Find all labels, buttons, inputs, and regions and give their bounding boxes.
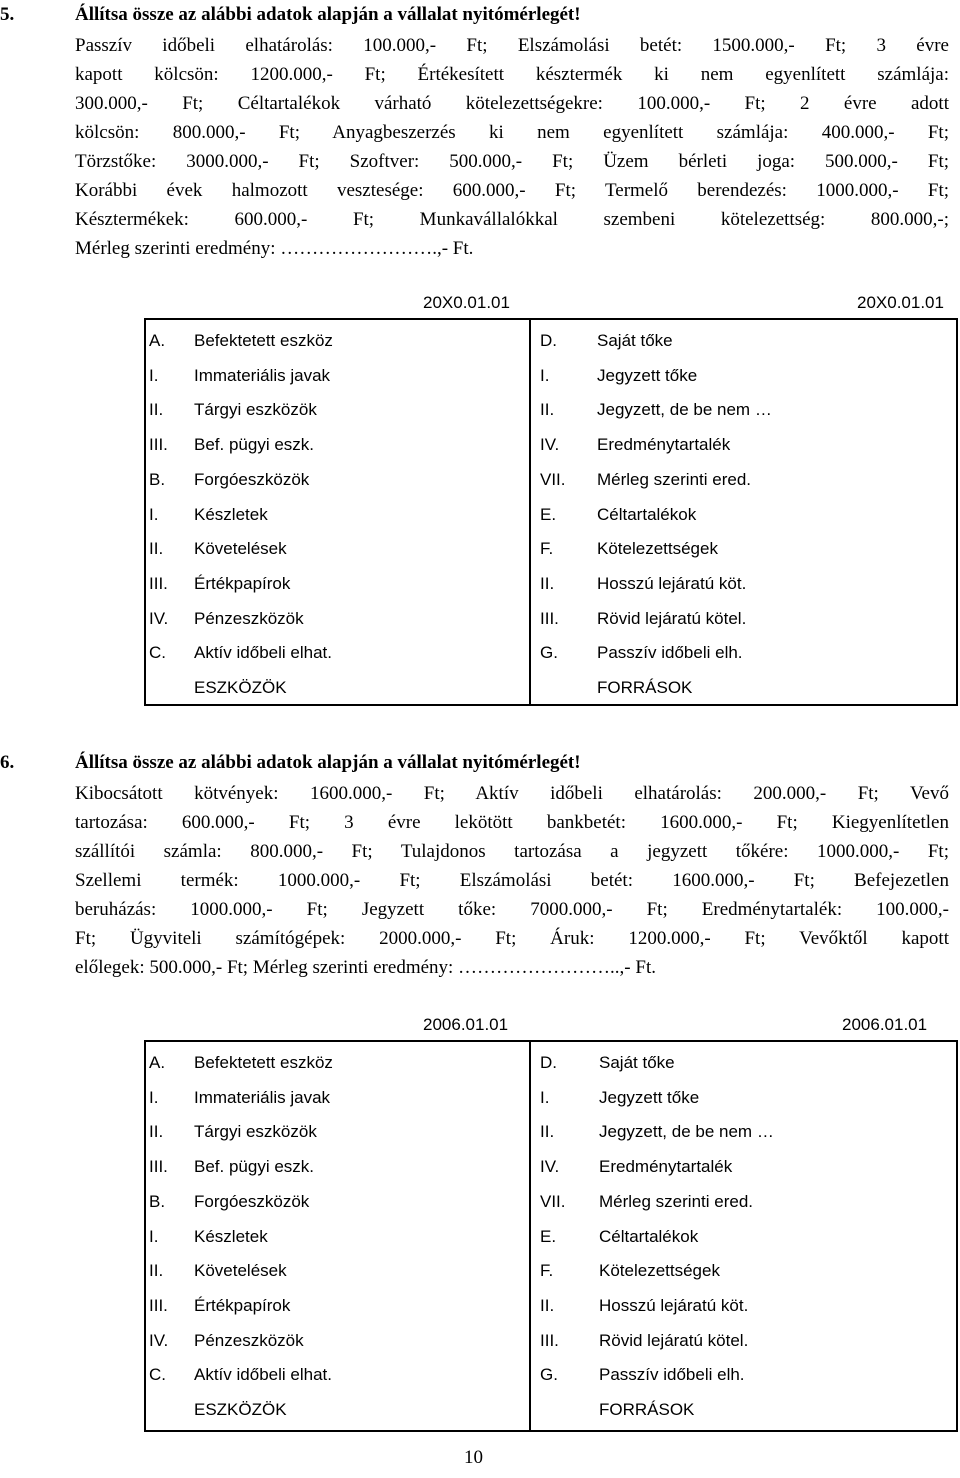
table-row bbox=[146, 359, 956, 394]
text-line: kapott kölcsön: 1200.000,- Ft; Értékesített késztermék ki nem egyenlített számlája: bbox=[75, 64, 949, 85]
asset-label: Követelések bbox=[194, 1261, 287, 1281]
asset-code: I. bbox=[149, 1226, 159, 1246]
asset-label: Értékpapírok bbox=[194, 573, 291, 593]
liability-code: D. bbox=[540, 1053, 557, 1072]
asset-label: Pénzeszközök bbox=[194, 1330, 304, 1350]
asset-code: I. bbox=[149, 1087, 159, 1107]
liability-label: Rövid lejáratú kötel. bbox=[599, 1330, 749, 1350]
liability-label: Jegyzett, de be nem … bbox=[597, 400, 772, 420]
asset-label: Immateriális javak bbox=[194, 365, 331, 385]
asset-code: B. bbox=[149, 469, 166, 489]
page-number: 10 bbox=[464, 1447, 483, 1468]
liability-label: Mérleg szerinti ered. bbox=[597, 469, 752, 489]
text-line: előlegek: 500.000,- Ft; Mérleg szerinti eredmény: ……………………..,- Ft. bbox=[75, 957, 656, 978]
asset-code: III. bbox=[149, 573, 168, 593]
q5-date-right: 20X0.01.01 bbox=[857, 293, 944, 312]
liability-label: Hosszú lejáratú köt. bbox=[597, 573, 747, 593]
table-row bbox=[146, 602, 956, 637]
table-row bbox=[146, 1289, 956, 1324]
asset-label: ESZKÖZÖK bbox=[194, 1400, 287, 1419]
asset-code: C. bbox=[149, 1365, 166, 1385]
liability-label: FORRÁSOK bbox=[597, 678, 693, 697]
liability-code: II. bbox=[540, 1122, 555, 1142]
table-row bbox=[146, 532, 956, 567]
asset-code: II. bbox=[149, 400, 164, 420]
asset-label: Immateriális javak bbox=[194, 1087, 331, 1107]
q5-date-left: 20X0.01.01 bbox=[423, 293, 510, 312]
liability-label: Eredménytartalék bbox=[599, 1157, 733, 1177]
table-row bbox=[146, 1150, 956, 1185]
asset-label: Követelések bbox=[194, 539, 287, 559]
text-line: tartozása: 600.000,- Ft; 3 évre lekötött bankbetét: 1600.000,- Ft; Kiegyenlítetlen bbox=[75, 812, 949, 833]
text-line: Szellemi termék: 1000.000,- Ft; Elszámolási betét: 1600.000,- Ft; Befejezetlen bbox=[75, 870, 949, 891]
asset-code: B. bbox=[149, 1191, 166, 1211]
text-line: kölcsön: 800.000,- Ft; Anyagbeszerzés ki nem egyenlített számlája: 400.000,- Ft; bbox=[75, 122, 949, 143]
liability-label: Jegyzett tőke bbox=[599, 1087, 700, 1107]
text-line: Ft; Ügyviteli számítógépek: 2000.000,- Ft; Áruk: 1200.000,- Ft; Vevőktől kapott bbox=[75, 928, 949, 949]
liability-code: II. bbox=[540, 400, 555, 420]
table-row bbox=[146, 1358, 956, 1393]
liability-label: Saját tőke bbox=[597, 331, 673, 350]
table-row bbox=[146, 428, 956, 463]
text-line: Késztermékek: 600.000,- Ft; Munkavállalókkal szembeni kötelezettség: 800.000,-; bbox=[75, 209, 949, 230]
asset-label: Bef. pügyi eszk. bbox=[194, 1157, 315, 1177]
asset-label: Tárgyi eszközök bbox=[194, 400, 317, 420]
q6-balance-table bbox=[144, 1040, 958, 1432]
asset-label: Készletek bbox=[194, 504, 268, 524]
asset-code: A. bbox=[149, 331, 166, 350]
asset-label: ESZKÖZÖK bbox=[194, 678, 287, 697]
question-5-title: Állítsa össze az alábbi adatok alapján a vállalat nyitómérlegét! bbox=[75, 4, 581, 25]
asset-label: Befektetett eszköz bbox=[194, 1053, 333, 1072]
asset-label: Aktív időbeli elhat. bbox=[194, 643, 332, 663]
table-row bbox=[146, 1081, 956, 1116]
liability-label: Céltartalékok bbox=[599, 1226, 699, 1246]
table-row bbox=[146, 463, 956, 498]
asset-code: C. bbox=[149, 643, 166, 663]
liability-code: II. bbox=[540, 1295, 555, 1315]
asset-code: II. bbox=[149, 1122, 164, 1142]
text-line: Törzstőke: 3000.000,- Ft; Szoftver: 500.000,- Ft; Üzem bérleti joga: 500.000,- Ft; bbox=[75, 151, 949, 172]
asset-label: Készletek bbox=[194, 1226, 268, 1246]
text-line: 300.000,- Ft; Céltartalékok várható kötelezettségekre: 100.000,- Ft; 2 évre adott bbox=[75, 93, 949, 114]
question-6-title: Állítsa össze az alábbi adatok alapján a vállalat nyitómérlegét! bbox=[75, 752, 581, 773]
asset-label: Forgóeszközök bbox=[194, 1191, 310, 1211]
liability-code: G. bbox=[540, 643, 558, 663]
liability-label: Passzív időbeli elh. bbox=[599, 1365, 745, 1385]
asset-label: Forgóeszközök bbox=[194, 469, 310, 489]
table-row bbox=[146, 1046, 956, 1081]
liability-label: Passzív időbeli elh. bbox=[597, 643, 743, 663]
liability-label: Jegyzett, de be nem … bbox=[599, 1122, 774, 1142]
asset-code: IV. bbox=[149, 1330, 169, 1350]
table-row bbox=[146, 1185, 956, 1220]
table-row bbox=[146, 324, 956, 359]
table-row bbox=[146, 1324, 956, 1359]
q6-date-left: 2006.01.01 bbox=[423, 1015, 509, 1034]
liability-label: Hosszú lejáratú köt. bbox=[599, 1295, 749, 1315]
liability-code: G. bbox=[540, 1365, 558, 1385]
table-row bbox=[146, 498, 956, 533]
liability-code: I. bbox=[540, 365, 550, 385]
liability-code: D. bbox=[540, 331, 557, 350]
liability-code: VII. bbox=[540, 469, 566, 489]
liability-code: I. bbox=[540, 1087, 550, 1107]
liability-label: Kötelezettségek bbox=[597, 539, 718, 559]
asset-code: I. bbox=[149, 504, 159, 524]
asset-label: Befektetett eszköz bbox=[194, 331, 333, 350]
text-line: Passzív időbeli elhatárolás: 100.000,- Ft; Elszámolási betét: 1500.000,- Ft; 3 évre bbox=[75, 35, 949, 56]
asset-code: II. bbox=[149, 1261, 164, 1281]
table-row bbox=[146, 567, 956, 602]
asset-code: II. bbox=[149, 539, 164, 559]
question-5-number: 5. bbox=[0, 4, 15, 25]
liability-label: Kötelezettségek bbox=[599, 1261, 720, 1281]
liability-code: E. bbox=[540, 504, 557, 524]
asset-code: I. bbox=[149, 365, 159, 385]
q5-balance-table bbox=[144, 318, 958, 706]
liability-label: Céltartalékok bbox=[597, 504, 697, 524]
liability-code: III. bbox=[540, 1330, 559, 1350]
q6-date-right: 2006.01.01 bbox=[842, 1015, 928, 1034]
asset-label: Pénzeszközök bbox=[194, 608, 304, 628]
text-line: Kibocsátott kötvények: 1600.000,- Ft; Aktív időbeli elhatárolás: 200.000,- Ft; Vevő bbox=[75, 783, 949, 804]
liability-code: E. bbox=[540, 1226, 557, 1246]
liability-code: F. bbox=[540, 1261, 554, 1281]
table-row bbox=[146, 1115, 956, 1150]
liability-code: II. bbox=[540, 573, 555, 593]
asset-code: IV. bbox=[149, 608, 169, 628]
table-row bbox=[146, 1393, 956, 1428]
text-line: beruházás: 1000.000,- Ft; Jegyzett tőke: 7000.000,- Ft; Eredménytartalék: 100.000,- bbox=[75, 899, 949, 920]
liability-label: Eredménytartalék bbox=[597, 435, 731, 455]
liability-label: Rövid lejáratú kötel. bbox=[597, 608, 747, 628]
table-row bbox=[146, 671, 956, 706]
text-line: Mérleg szerinti eredmény: …………………….,- Ft. bbox=[75, 238, 474, 259]
asset-label: Tárgyi eszközök bbox=[194, 1122, 317, 1142]
asset-label: Értékpapírok bbox=[194, 1295, 291, 1315]
liability-label: Mérleg szerinti ered. bbox=[599, 1191, 754, 1211]
asset-label: Aktív időbeli elhat. bbox=[194, 1365, 332, 1385]
text-line: szállítói számla: 800.000,- Ft; Tulajdonos tartozása a jegyzett tőkére: 1000.000,- Ft; bbox=[75, 841, 949, 862]
table-row bbox=[146, 1254, 956, 1289]
asset-label: Bef. pügyi eszk. bbox=[194, 435, 315, 455]
table-row bbox=[146, 393, 956, 428]
liability-code: IV. bbox=[540, 435, 560, 455]
question-6-number: 6. bbox=[0, 752, 15, 773]
liability-label: Jegyzett tőke bbox=[597, 365, 698, 385]
asset-code: III. bbox=[149, 435, 168, 455]
asset-code: III. bbox=[149, 1295, 168, 1315]
liability-label: FORRÁSOK bbox=[599, 1400, 695, 1419]
liability-code: III. bbox=[540, 608, 559, 628]
table-row bbox=[146, 636, 956, 671]
asset-code: A. bbox=[149, 1053, 166, 1072]
liability-code: VII. bbox=[540, 1191, 566, 1211]
liability-code: F. bbox=[540, 539, 554, 559]
text-line: Korábbi évek halmozott vesztesége: 600.000,- Ft; Termelő berendezés: 1000.000,- Ft; bbox=[75, 180, 949, 201]
liability-code: IV. bbox=[540, 1157, 560, 1177]
asset-code: III. bbox=[149, 1157, 168, 1177]
table-row bbox=[146, 1220, 956, 1255]
liability-label: Saját tőke bbox=[599, 1053, 675, 1072]
